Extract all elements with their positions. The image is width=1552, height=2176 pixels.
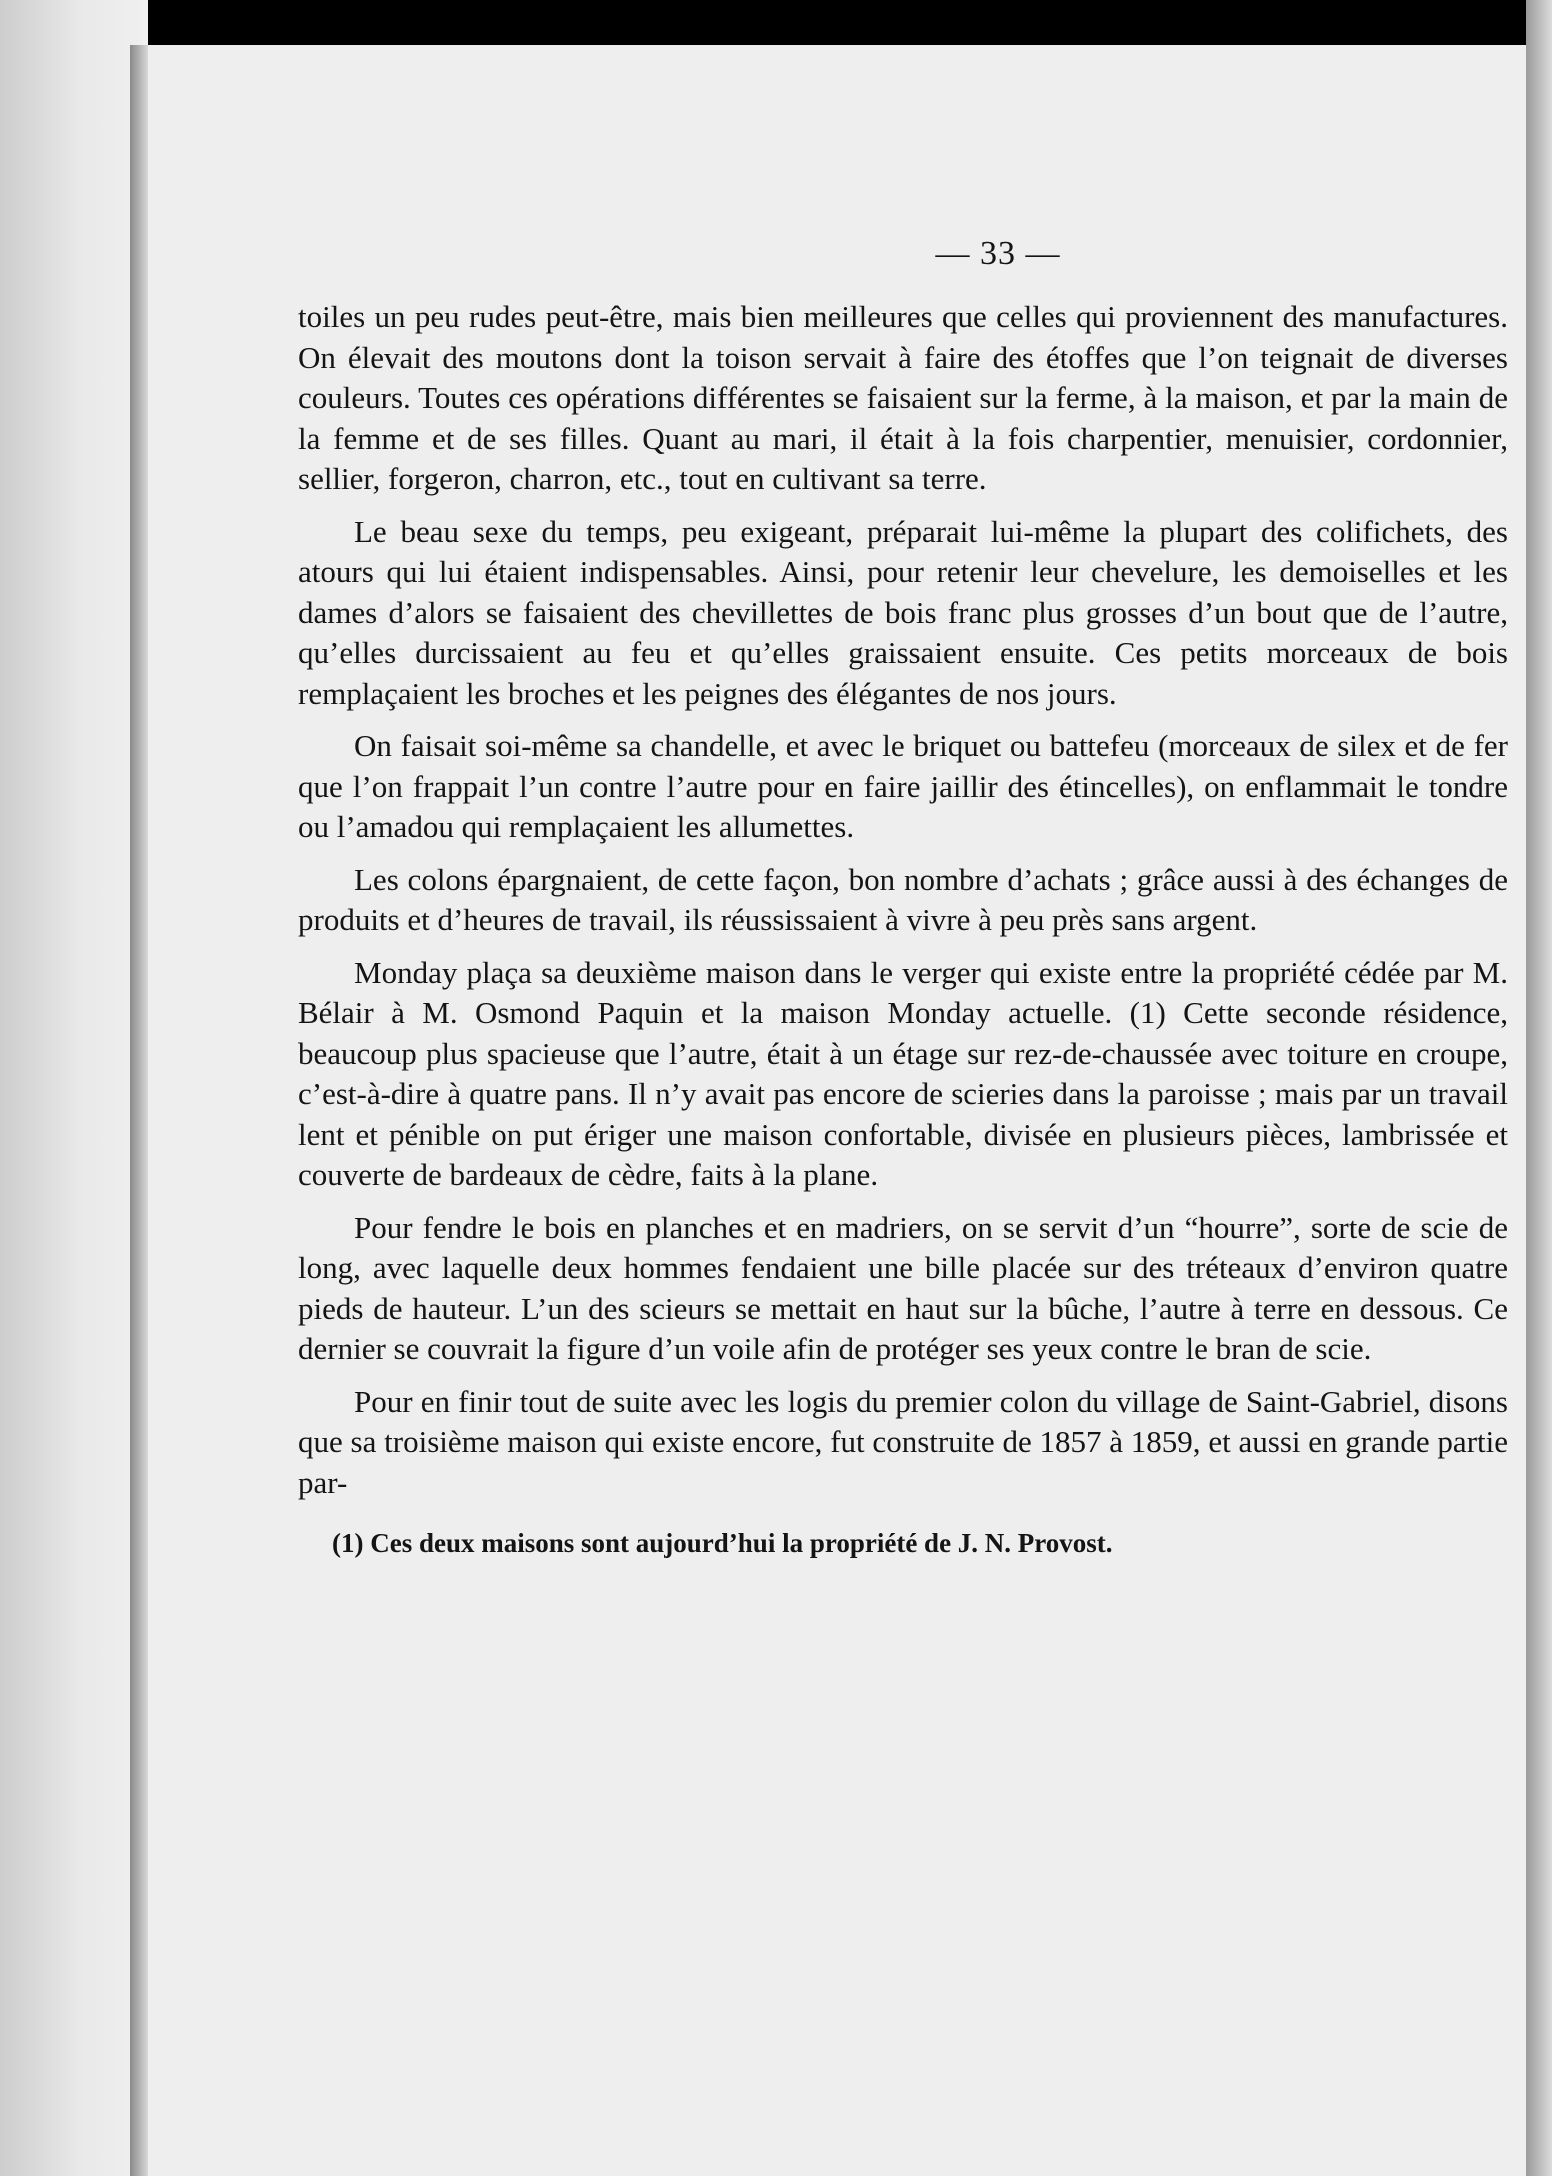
paragraph-colons: Les colons épargnaient, de cette façon, bon nombre d’achats ; grâce aussi à des échanges de produits et d’heures de travail, ils réussissaient à vivre à peu près sans argent. xyxy=(298,861,1508,937)
left-page-edge xyxy=(0,0,148,2176)
page-number: — 33 — xyxy=(935,235,1061,272)
right-page-edge xyxy=(1526,0,1552,2176)
paragraph-chandelle: On faisait soi-même sa chandelle, et avec le briquet ou battefeu (morceaux de silex et de fer que l’on frappait l’un contre l’autre pour en faire jaillir des étincelles), on enflammait le tondre ou l’amadou qui remplaçaient les allumettes. xyxy=(298,728,1508,844)
paragraph-beau-sexe: Le beau sexe du temps, peu exigeant, préparait lui-même la plupart des colifichets, des atours qui lui étaient indispensables. Ainsi, pour retenir leur chevelure, les demoiselles et les dames d’alors se faisaient des chevillettes de bois franc plus grosses d’un bout que de l’autre, qu’elles durcissaient au feu et qu’elles graissaient ensuite. Ces petits morceaux de bois remplaçaient les broches et les peignes des élégantes de nos jours. xyxy=(298,513,1508,711)
footnote: (1) Ces deux maisons sont aujourd’hui la propriété de J. N. Provost. xyxy=(332,1528,1113,1558)
scanned-page xyxy=(148,45,1526,2176)
paragraph-continuation: toiles un peu rudes peut-être, mais bien meilleures que celles qui proviennent des manufactures. On élevait des moutons dont la toison servait à faire des étoffes que l’on teignait de diverses couleurs. Toutes ces opérations différentes se faisaient sur la ferme, à la maison, et par la main de la femme et de ses filles. Quant au mari, il était à la fois charpentier, menuisier, cordonnier, sellier, forgeron, charron, etc., tout en cultivant sa terre. xyxy=(298,299,1508,496)
paragraph-deuxieme-maison: Monday plaça sa deuxième maison dans le verger qui existe entre la propriété cédée par M. Bélair à M. Osmond Paquin et la maison Monday actuelle. (1) Cette seconde résidence, beaucoup plus spacieuse que l’autre, était à un étage sur rez-de-chaussée avec toiture en croupe, c’est-à-dire à quatre pans. Il n’y avait pas encore de scieries dans la paroisse ; mais par un travail lent et pénible on put ériger une maison confortable, divisée en plusieurs pièces, lambrissée et couverte de bardeaux de cèdre, faits à la plane. xyxy=(298,954,1508,1192)
paragraph-troisieme-maison: Pour en finir tout de suite avec les logis du premier colon du village de Saint-Gabriel, disons que sa troisième maison qui existe encore, fut construite de 1857 à 1859, et aussi en grande partie par- xyxy=(298,1383,1508,1500)
text-block xyxy=(298,235,1508,1561)
book-gutter xyxy=(130,45,148,2176)
paragraph-hourre: Pour fendre le bois en planches et en madriers, on se servit d’un “hourre”, sorte de scie de long, avec laquelle deux hommes fendaient une bille placée sur des tréteaux d’environ quatre pieds de hauteur. L’un des scieurs se mettait en haut sur la bûche, l’autre à terre en dessous. Ce dernier se couvrait la figure d’un voile afin de protéger ses yeux contre le bran de scie. xyxy=(298,1209,1508,1366)
